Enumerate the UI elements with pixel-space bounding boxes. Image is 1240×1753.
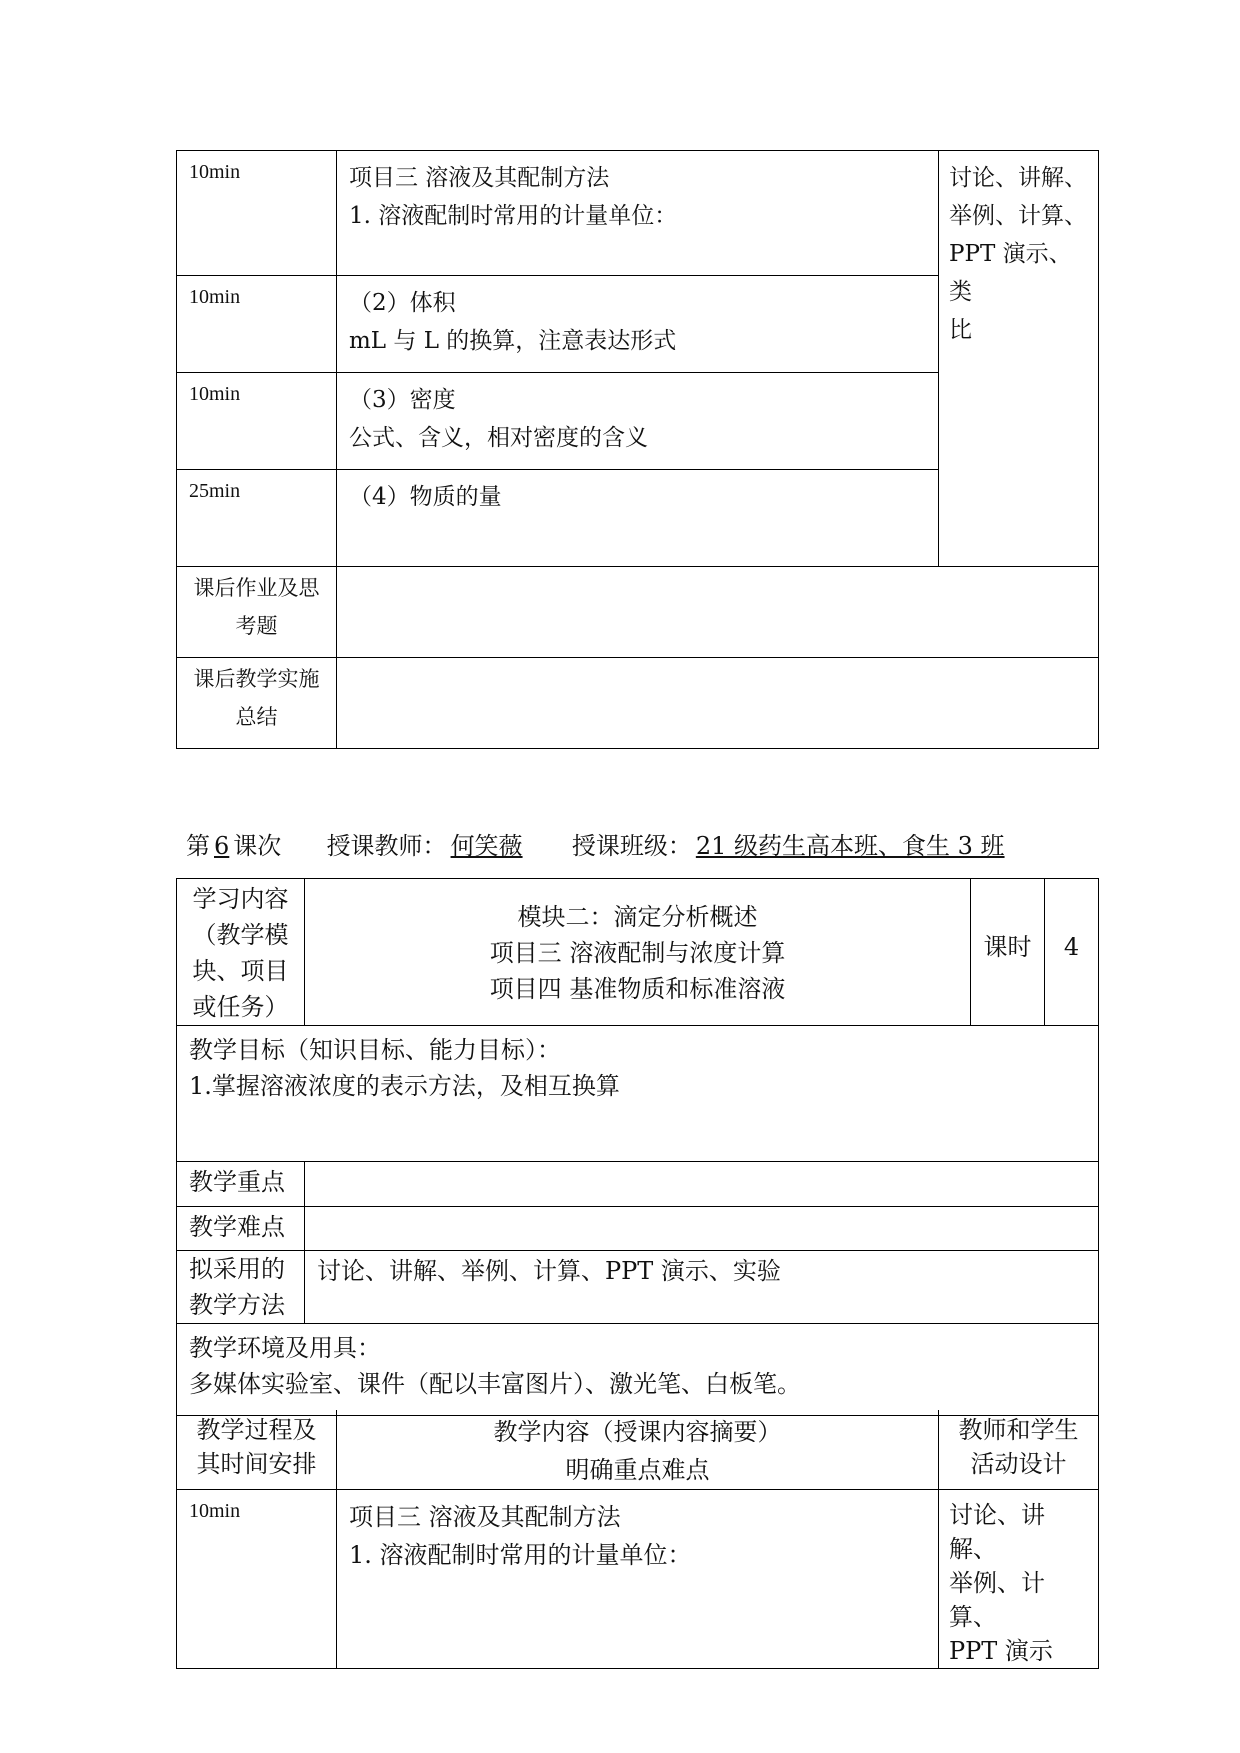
methods-cell: 讨论、讲解、 举例、计算、 PPT 演示、类 比: [939, 151, 1099, 567]
lesson-plan-table-2: [176, 878, 1099, 1416]
lesson-plan-table-3: [176, 1410, 1099, 1669]
homework-label: 课后作业及思 考题: [177, 567, 337, 658]
difficulties-label: 教学难点: [177, 1207, 305, 1251]
class-name: 21 级药生高本班、食生 3 班: [695, 832, 1005, 860]
content-cell: （4）物质的量: [337, 470, 939, 567]
content-cell: （2）体积 mL 与 L 的换算，注意表达形式: [337, 276, 939, 373]
lesson-number: 6: [214, 832, 230, 860]
process-header: 教学过程及 其时间安排: [177, 1410, 337, 1490]
content-header: 教学内容（授课内容摘要） 明确重点难点: [337, 1410, 939, 1490]
content-cell: 项目三 溶液及其配制方法 1. 溶液配制时常用的计量单位：: [337, 151, 939, 276]
content-cell: （3）密度 公式、含义，相对密度的含义: [337, 373, 939, 470]
methods-label: 拟采用的 教学方法: [177, 1251, 305, 1324]
summary-label: 课后教学实施 总结: [177, 658, 337, 749]
hours-label: 课时: [971, 879, 1045, 1026]
time-cell: 10min: [177, 276, 337, 373]
time-cell: 10min: [177, 373, 337, 470]
time-cell: 10min: [177, 1490, 337, 1669]
homework-cell: [337, 567, 1099, 658]
objectives-cell: 教学目标（知识目标、能力目标）： 1.掌握溶液浓度的表示方法，及相互换算: [177, 1026, 1099, 1162]
difficulties-cell: [305, 1207, 1099, 1251]
module-content: 模块二：滴定分析概述 项目三 溶液配制与浓度计算 项目四 基准物质和标准溶液: [305, 879, 971, 1026]
key-points-cell: [305, 1162, 1099, 1207]
lesson-header: 第 6 课次 授课教师： 何笑薇 授课班级： 21 级药生高本班、食生 3 班: [186, 826, 1009, 866]
methods-cell: 讨论、讲解、举例、计算、PPT 演示、实验: [305, 1251, 1099, 1324]
activity-header: 教师和学生 活动设计: [939, 1410, 1099, 1490]
time-cell: 25min: [177, 470, 337, 567]
content-label: 学习内容 （教学模 块、项目 或任务）: [177, 879, 305, 1026]
key-points-label: 教学重点: [177, 1162, 305, 1207]
teacher-name: 何笑薇: [450, 832, 523, 860]
lesson-plan-table-1: [176, 150, 1099, 749]
methods-cell: 讨论、讲解、 举例、计算、 PPT 演示: [939, 1490, 1099, 1669]
environment-cell: 教学环境及用具： 多媒体实验室、课件（配以丰富图片）、激光笔、白板笔。: [177, 1324, 1099, 1416]
summary-cell: [337, 658, 1099, 749]
content-cell: 项目三 溶液及其配制方法 1. 溶液配制时常用的计量单位：: [337, 1490, 939, 1669]
hours-value: 4: [1045, 879, 1099, 1026]
time-cell: 10min: [177, 151, 337, 276]
